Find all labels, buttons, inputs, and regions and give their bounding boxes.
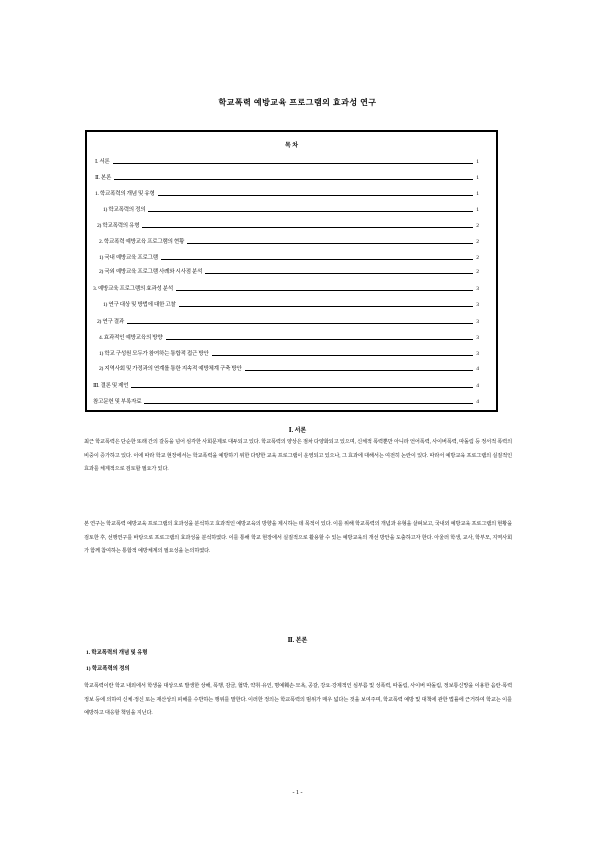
toc-item[interactable] bbox=[93, 382, 479, 391]
leader-line bbox=[148, 211, 473, 212]
leader-line bbox=[187, 243, 473, 244]
toc-item[interactable] bbox=[99, 254, 479, 263]
toc-item-label: 참고문헌 및 부록자료 bbox=[93, 399, 142, 405]
toc-item-label: 2) 학교폭력의 유형 bbox=[97, 223, 140, 229]
toc-item-page: 1 bbox=[476, 191, 479, 197]
toc-item[interactable] bbox=[95, 158, 479, 167]
toc-item[interactable] bbox=[99, 334, 479, 343]
toc-item-page: 2 bbox=[476, 269, 479, 275]
toc-item[interactable] bbox=[97, 222, 479, 231]
leader-line bbox=[114, 179, 473, 180]
page-number: - 1 - bbox=[292, 790, 303, 796]
toc-item-label: Ⅰ. 서론 bbox=[95, 159, 110, 165]
document-title: 학교폭력 예방교육 프로그램의 효과성 연구 bbox=[218, 98, 377, 107]
toc-item-label: 1) 학교 구성원 모두가 참여하는 통합적 접근 방안 bbox=[99, 351, 209, 357]
toc-item-page: 2 bbox=[476, 239, 479, 245]
toc-item-label: 2) 지역사회 및 가정과의 연계를 통한 지속적 예방체계 구축 방안 bbox=[99, 366, 242, 372]
toc-item-page: 2 bbox=[476, 255, 479, 261]
toc-item-page: 4 bbox=[476, 399, 479, 405]
toc-item-label: 3. 예방교육 프로그램의 효과성 분석 bbox=[93, 286, 174, 292]
leader-line bbox=[158, 195, 474, 196]
leader-line bbox=[176, 290, 473, 291]
leader-line bbox=[131, 387, 473, 388]
leader-line bbox=[179, 306, 474, 307]
toc-item[interactable] bbox=[95, 174, 479, 183]
intro-paragraph-2: 본 연구는 학교폭력 예방교육 프로그램의 효과성을 분석하고 효과적인 예방교육의 방향을 제시하는 데 목적이 있다. 이를 위해 학교폭력의 개념과 유형을 살펴보고, 국내외 예방교육 프로그램의 현황을 검토한 후, 선행연구를 바탕으로 프로그램의 효과성을 분석하였다. 이를 통해 학교 현장에서 실질적으로 활용할 수 있는 예방교육의 개선 방안을 도출하고자 한다. 아울러 학생, 교사, 학부모, 지역사회가 함께 참여하는 통합적 예방체계의 필요성을 논의하였다. bbox=[84, 521, 512, 554]
toc-item-page: 4 bbox=[476, 383, 479, 389]
toc-item-page: 3 bbox=[476, 335, 479, 341]
table-of-contents bbox=[85, 130, 498, 412]
leader-line bbox=[205, 273, 473, 274]
toc-item[interactable] bbox=[99, 350, 479, 359]
toc-item-label: Ⅲ. 결론 및 제언 bbox=[93, 383, 129, 389]
toc-item-page: 1 bbox=[476, 207, 479, 213]
toc-list bbox=[87, 132, 496, 410]
toc-item[interactable] bbox=[103, 206, 479, 215]
toc-item[interactable] bbox=[97, 318, 479, 327]
toc-item-page: 3 bbox=[476, 302, 479, 308]
toc-item-page: 4 bbox=[476, 366, 479, 372]
toc-item-label: 1. 학교폭력의 개념 및 유형 bbox=[95, 191, 155, 197]
toc-item-label: 2) 연구 결과 bbox=[97, 319, 124, 325]
intro-paragraph-1: 최근 학교폭력은 단순한 또래 간의 갈등을 넘어 심각한 사회문제로 대두되고 있다. 학교폭력의 양상은 점차 다양화되고 있으며, 신체적 폭력뿐만 아니라 언어폭력, 사이버폭력, 따돌림 등 정서적 폭력의 비중이 증가하고 있다. 이에 따라 학교 현장에서는 학교폭력을 예방하기 위한 다양한 교육 프로그램이 운영되고 있으나, 그 효과에 대해서는 여전히 논란이 있다. 따라서 예방교육 프로그램의 실질적인 효과를 체계적으로 검토할 필요가 있다. bbox=[84, 439, 512, 472]
toc-item-page: 3 bbox=[476, 319, 479, 325]
toc-item-page: 3 bbox=[476, 286, 479, 292]
toc-item-page: 1 bbox=[476, 175, 479, 181]
toc-item-label: 1) 연구 대상 및 방법에 대한 고찰 bbox=[103, 302, 176, 308]
toc-item-page: 3 bbox=[476, 351, 479, 357]
toc-item[interactable] bbox=[99, 238, 479, 247]
toc-item-label: 4. 효과적인 예방교육의 방향 bbox=[99, 335, 163, 341]
leader-line bbox=[127, 323, 473, 324]
toc-item-label: Ⅱ. 본론 bbox=[95, 175, 112, 181]
toc-item[interactable] bbox=[93, 285, 479, 294]
leader-line bbox=[212, 355, 474, 356]
toc-item-page: 2 bbox=[476, 223, 479, 229]
leader-line bbox=[245, 370, 474, 371]
toc-item[interactable] bbox=[95, 190, 479, 199]
leader-line bbox=[161, 259, 473, 260]
toc-heading: 목 차 bbox=[284, 143, 299, 149]
toc-item-label: 1) 국내 예방교육 프로그램 bbox=[99, 255, 158, 261]
subsection-heading: 1. 학교폭력의 개념 및 유형 bbox=[86, 650, 148, 656]
section-heading-intro: Ⅰ. 서론 bbox=[288, 428, 307, 434]
toc-item[interactable] bbox=[99, 365, 479, 374]
leader-line bbox=[144, 403, 473, 404]
body-paragraph: 학교폭력이란 학교 내외에서 학생을 대상으로 발생한 상해, 폭행, 감금, 협박, 약취·유인, 명예훼손·모욕, 공갈, 강요·강제적인 심부름 및 성폭력, 따돌림, 사이버 따돌림, 정보통신망을 이용한 음란·폭력 정보 등에 의하여 신체·정신 또는 재산상의 피해를 수반하는 행위를 말한다. 이러한 정의는 학교폭력의 범위가 매우 넓다는 것을 보여주며, 학교폭력 예방 및 대책에 관한 법률에 근거하여 학교는 이를 예방하고 대응할 책임을 지닌다. bbox=[84, 683, 512, 716]
section-heading-body: Ⅱ. 본론 bbox=[287, 638, 308, 644]
toc-item[interactable] bbox=[103, 301, 479, 310]
toc-item-label: 2) 국외 예방교육 프로그램 사례와 시사점 분석 bbox=[99, 269, 203, 275]
toc-item-page: 1 bbox=[476, 159, 479, 165]
subsection-heading: 1) 학교폭력의 정의 bbox=[86, 666, 130, 672]
toc-item[interactable] bbox=[99, 268, 479, 277]
leader-line bbox=[142, 227, 473, 228]
leader-line bbox=[113, 163, 474, 164]
toc-item-label: 2. 학교폭력 예방교육 프로그램의 현황 bbox=[99, 239, 185, 245]
toc-item[interactable] bbox=[93, 398, 479, 407]
toc-item-label: 1) 학교폭력의 정의 bbox=[103, 207, 146, 213]
leader-line bbox=[166, 339, 474, 340]
